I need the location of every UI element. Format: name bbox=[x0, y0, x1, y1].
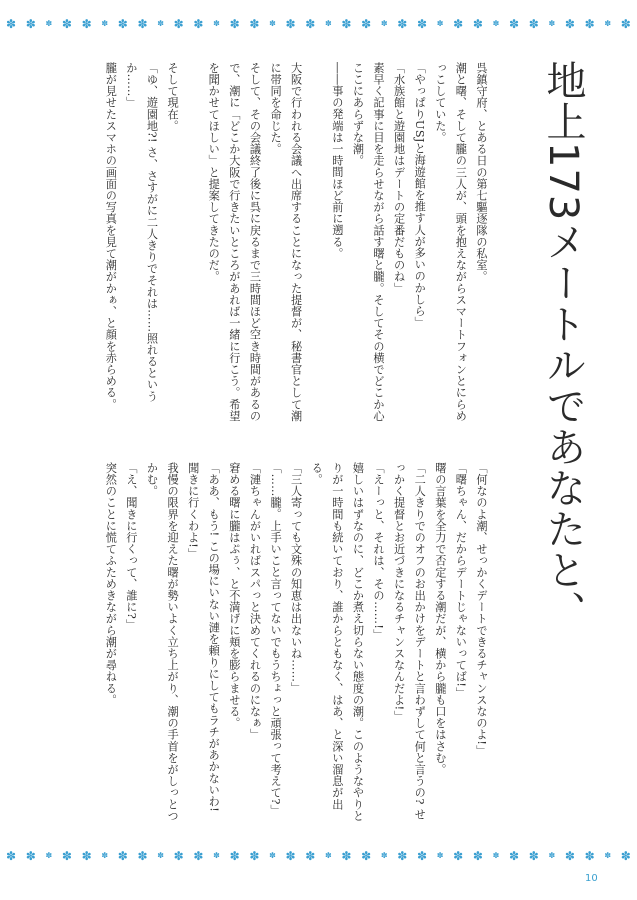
star-icon: ✽ bbox=[620, 849, 631, 863]
star-icon: ✽ bbox=[269, 19, 276, 28]
body-text-upper: 呉鎮守府、とある日の第七驅逐隊の私室。 潮と曙、そして朧の三人が、頭を抱えながらスマートフォンとにらめっこしていた。 「やっぱりUSJと海遊館を推す人が多いのかしら」 「水族館と遊園地はデートの定番だものね」 素早く記事に目を走らせながら話す曙と朧。そしてその横でどこか心ここにあらずな潮。 ――事の発端は一時間ほど前に遡る。 大阪で行われる会議へ出席することになった提督が、秘書官として潮に帯同を命じた。 そして、その会議終了後に呉に戻るまで三時間ほど空き時間があるので、潮に「どこか大阪で行きたいところがあれば一緒に行こう。希望を聞かせてほしい」と提案してきたのだ。 そして現在。 「ゆ、遊園地?! さ、さすがに二人きりでそれは……照れるというか……」 朧が見せたスマホの画面の写真を見て潮がかぁ、と顔を赤らめる。 bbox=[104, 62, 488, 422]
star-border-top bbox=[0, 14, 637, 34]
star-icon: ✽ bbox=[564, 17, 575, 31]
star-icon: ✽ bbox=[453, 17, 464, 31]
star-icon: ✽ bbox=[397, 17, 408, 31]
star-icon: ✽ bbox=[416, 849, 428, 863]
star-icon: ✽ bbox=[45, 19, 53, 28]
star-icon: ✽ bbox=[492, 851, 500, 860]
body-text-lower: 「何なのよ潮、せっかくデートできるチャンスなのよ!」 「曙ちゃん、だからデートじゃないってば!」 曙の言葉を全力で否定する潮だが、横から朧も口をはさむ。 「二人きりでのオフのお出かけをデートと言わずして何と言うの? せっかく提督とお近づきになるチャンスなんだよ!」 「えーっと、それは、その……!」 嬉しいはずなのに、どこか煮え切らない態度の潮。このようなやりとりが一時間も続いており、誰からともなく、はあ、と深い溜息が出る。 「三人寄っても文殊の知恵は出ないね……」 「……朧。上手いこと言ってないでもうちょっと頑張って考えて?」 「漣ちゃんがいればスパっと決めてくれるのになぁ」 窘める曙に朧はぷぅ、と不満げに頬を膨らませる。 「ああ、もう! この場にいない漣を頼りにしてもラチがあかないわ! 聞きに行くわよ!」 我慢の限界を迎えた曙が勢いよく立ち上がり、潮の手首をがしっとつかむ。 「え、聞きに行くって、誰に?」 突然のことに慌てふためきながら潮が尋ねる。 bbox=[104, 462, 488, 822]
star-icon: ✽ bbox=[564, 849, 575, 863]
star-icon: ✽ bbox=[548, 851, 556, 860]
star-icon: ✽ bbox=[305, 849, 316, 863]
star-icon: ✽ bbox=[528, 17, 539, 31]
star-icon: ✽ bbox=[101, 851, 109, 860]
story-title: 地上173メートルであなたと、 bbox=[540, 60, 586, 632]
star-icon: ✽ bbox=[397, 849, 408, 863]
star-icon: ✽ bbox=[620, 17, 631, 31]
star-icon: ✽ bbox=[341, 849, 352, 863]
star-border-bottom bbox=[0, 846, 637, 866]
star-icon: ✽ bbox=[61, 17, 72, 31]
star-icon: ✽ bbox=[157, 851, 164, 860]
star-icon: ✽ bbox=[285, 17, 296, 31]
star-icon: ✽ bbox=[25, 849, 36, 863]
star-icon: ✽ bbox=[117, 17, 128, 31]
star-icon: ✽ bbox=[509, 17, 520, 31]
star-icon: ✽ bbox=[380, 851, 388, 860]
star-icon: ✽ bbox=[324, 19, 332, 28]
star-icon: ✽ bbox=[472, 849, 483, 863]
star-icon: ✽ bbox=[548, 19, 556, 28]
star-icon: ✽ bbox=[173, 849, 184, 863]
star-icon: ✽ bbox=[137, 849, 148, 863]
star-icon: ✽ bbox=[436, 851, 444, 860]
star-icon: ✽ bbox=[117, 849, 128, 863]
star-icon: ✽ bbox=[285, 849, 296, 863]
star-icon: ✽ bbox=[81, 17, 92, 31]
star-icon: ✽ bbox=[436, 19, 444, 28]
star-icon: ✽ bbox=[213, 851, 220, 860]
star-icon: ✽ bbox=[6, 17, 17, 31]
star-icon: ✽ bbox=[193, 849, 204, 863]
page-number: 10 bbox=[585, 873, 598, 884]
star-icon: ✽ bbox=[193, 17, 204, 31]
star-icon: ✽ bbox=[492, 19, 500, 28]
star-icon: ✽ bbox=[528, 849, 539, 863]
star-icon: ✽ bbox=[45, 851, 53, 860]
star-icon: ✽ bbox=[81, 849, 92, 863]
star-icon: ✽ bbox=[416, 17, 428, 31]
star-icon: ✽ bbox=[584, 17, 595, 31]
star-icon: ✽ bbox=[341, 17, 352, 31]
star-icon: ✽ bbox=[173, 17, 184, 31]
star-icon: ✽ bbox=[324, 851, 332, 860]
star-icon: ✽ bbox=[584, 849, 595, 863]
star-icon: ✽ bbox=[604, 19, 612, 28]
star-icon: ✽ bbox=[472, 17, 483, 31]
star-icon: ✽ bbox=[305, 17, 316, 31]
star-icon: ✽ bbox=[249, 17, 260, 31]
star-icon: ✽ bbox=[249, 849, 260, 863]
star-icon: ✽ bbox=[101, 19, 109, 28]
star-icon: ✽ bbox=[453, 849, 464, 863]
star-icon: ✽ bbox=[213, 19, 220, 28]
star-icon: ✽ bbox=[137, 17, 148, 31]
star-icon: ✽ bbox=[25, 17, 36, 31]
star-icon: ✽ bbox=[380, 19, 388, 28]
star-icon: ✽ bbox=[157, 19, 164, 28]
star-icon: ✽ bbox=[361, 17, 372, 31]
star-icon: ✽ bbox=[61, 849, 72, 863]
star-icon: ✽ bbox=[229, 17, 240, 31]
star-icon: ✽ bbox=[269, 851, 276, 860]
star-icon: ✽ bbox=[229, 849, 240, 863]
star-icon: ✽ bbox=[361, 849, 372, 863]
star-icon: ✽ bbox=[509, 849, 520, 863]
star-icon: ✽ bbox=[6, 849, 17, 863]
star-icon: ✽ bbox=[604, 851, 612, 860]
